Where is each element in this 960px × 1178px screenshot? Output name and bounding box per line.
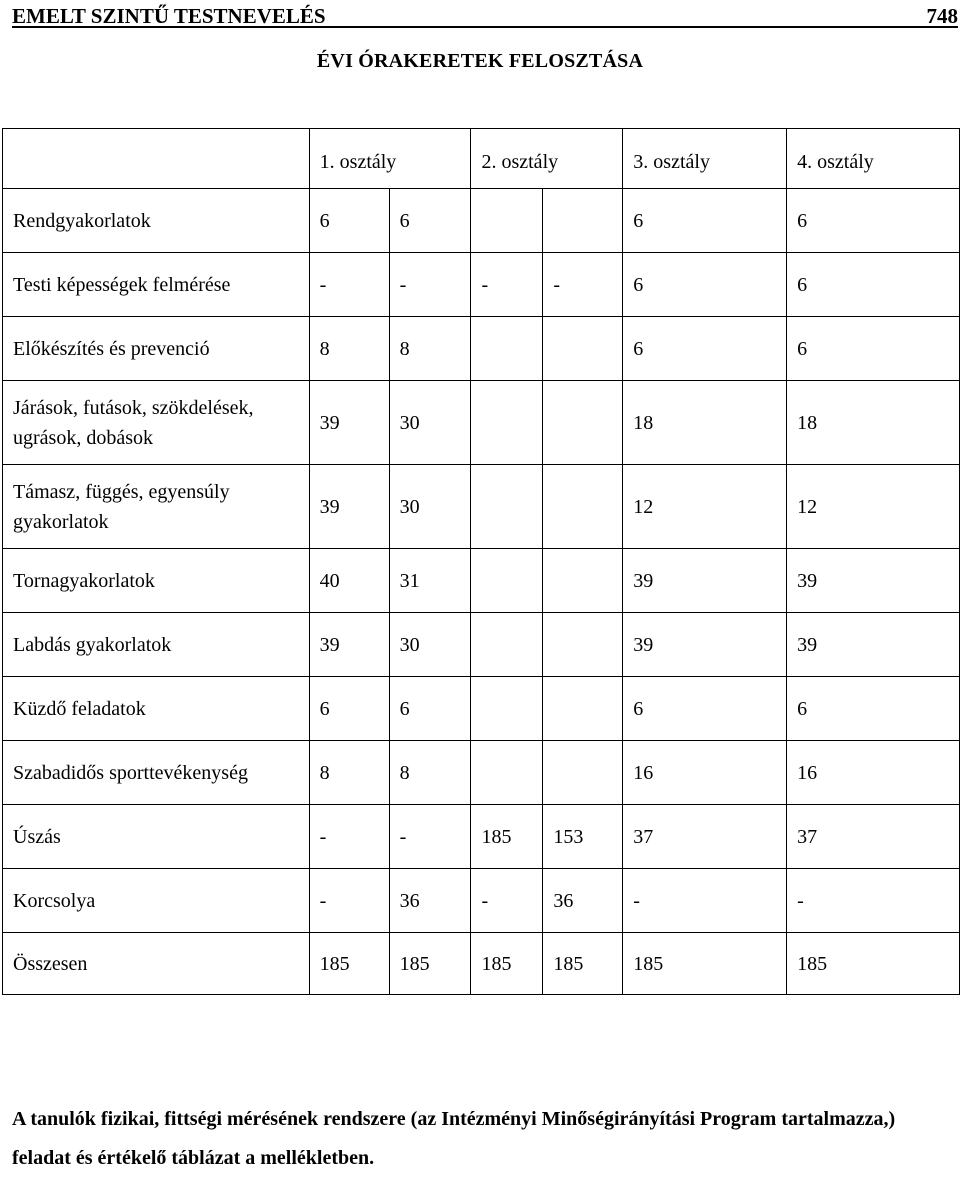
header-cell-class-1: 1. osztály (309, 129, 471, 189)
table-cell-c4 (543, 613, 623, 677)
table-cell-c2: - (389, 805, 471, 869)
table-cell-c2: - (389, 253, 471, 317)
table-cell-c4: 185 (543, 933, 623, 995)
table-cell-c6: 6 (787, 317, 960, 381)
header-cell-class-4: 4. osztály (787, 129, 960, 189)
table-header-row (3, 129, 960, 189)
table-row (3, 465, 960, 549)
row-label: Rendgyakorlatok (3, 189, 310, 253)
table-cell-c1: 40 (309, 549, 389, 613)
table-cell-c5: 39 (623, 613, 787, 677)
table-cell-c3: - (471, 869, 543, 933)
document-title: ÉVI ÓRAKERETEK FELOSZTÁSA (316, 50, 644, 72)
table-cell-c1: 39 (309, 381, 389, 465)
table-cell-c3: 185 (471, 933, 543, 995)
page-header (12, 2, 958, 28)
table-cell-c6: 6 (787, 253, 960, 317)
table-cell-c4 (543, 677, 623, 741)
table-cell-c4 (543, 189, 623, 253)
table-row (3, 549, 960, 613)
table-row (3, 189, 960, 253)
row-label: Tornagyakorlatok (3, 549, 310, 613)
table-cell-c6: 39 (787, 613, 960, 677)
row-label: Összesen (3, 933, 310, 995)
table-cell-c4: 36 (543, 869, 623, 933)
table-cell-c2: 6 (389, 189, 471, 253)
table-cell-c5: 6 (623, 317, 787, 381)
table-cell-c1: 8 (309, 317, 389, 381)
table-row (3, 317, 960, 381)
header-title: EMELT SZINTŰ TESTNEVELÉS (12, 4, 326, 28)
table-cell-c4: 153 (543, 805, 623, 869)
table-cell-c1: - (309, 805, 389, 869)
row-label: Testi képességek felmérése (3, 253, 310, 317)
table-cell-c4 (543, 549, 623, 613)
table-cell-c5: 6 (623, 253, 787, 317)
table-cell-c6: 37 (787, 805, 960, 869)
table-cell-c5: 39 (623, 549, 787, 613)
table-cell-c1: 39 (309, 613, 389, 677)
table-cell-c3 (471, 741, 543, 805)
table-cell-c5: 12 (623, 465, 787, 549)
table-cell-c5: 6 (623, 189, 787, 253)
table-cell-c5: 16 (623, 741, 787, 805)
table-row (3, 253, 960, 317)
table-row (3, 677, 960, 741)
row-label: Előkészítés és prevenció (3, 317, 310, 381)
table-cell-c2: 8 (389, 741, 471, 805)
table-cell-c4: - (543, 253, 623, 317)
table-cell-c3 (471, 613, 543, 677)
table-row (3, 805, 960, 869)
table-cell-c2: 8 (389, 317, 471, 381)
table-cell-c6: 6 (787, 677, 960, 741)
table-cell-c2: 36 (389, 869, 471, 933)
table-cell-c3 (471, 549, 543, 613)
table-cell-c2: 31 (389, 549, 471, 613)
header-cell-empty (3, 129, 310, 189)
table-cell-c3 (471, 317, 543, 381)
table-cell-c3 (471, 381, 543, 465)
table-cell-c1: 185 (309, 933, 389, 995)
table-cell-c6: 6 (787, 189, 960, 253)
table-row (3, 869, 960, 933)
table-cell-c3 (471, 465, 543, 549)
table-cell-c4 (543, 465, 623, 549)
table-cell-c2: 185 (389, 933, 471, 995)
table-cell-c1: 8 (309, 741, 389, 805)
hours-table (2, 128, 960, 995)
table-cell-c1: - (309, 253, 389, 317)
row-label: Támasz, függés, egyensúly gyakorlatok (3, 465, 310, 549)
table-cell-c6: 39 (787, 549, 960, 613)
table-cell-c6: 12 (787, 465, 960, 549)
table-row (3, 741, 960, 805)
row-label: Korcsolya (3, 869, 310, 933)
table-cell-c5: 6 (623, 677, 787, 741)
table-cell-c5: 185 (623, 933, 787, 995)
table-cell-c1: 6 (309, 189, 389, 253)
table-row (3, 381, 960, 465)
table-cell-c6: 16 (787, 741, 960, 805)
table-cell-c1: - (309, 869, 389, 933)
table-cell-c1: 6 (309, 677, 389, 741)
row-label: Küzdő feladatok (3, 677, 310, 741)
row-label: Labdás gyakorlatok (3, 613, 310, 677)
table-cell-c2: 30 (389, 465, 471, 549)
row-label: Járások, futások, szökdelések, ugrások, dobások (3, 381, 310, 465)
table-cell-c5: - (623, 869, 787, 933)
header-cell-class-3: 3. osztály (623, 129, 787, 189)
table-cell-c3 (471, 189, 543, 253)
table-cell-c1: 39 (309, 465, 389, 549)
table-cell-c3: - (471, 253, 543, 317)
page-number: 748 (926, 4, 958, 28)
table-row (3, 933, 960, 995)
table-cell-c2: 6 (389, 677, 471, 741)
header-cell-class-2: 2. osztály (471, 129, 623, 189)
table-cell-c3: 185 (471, 805, 543, 869)
row-label: Úszás (3, 805, 310, 869)
table-cell-c4 (543, 741, 623, 805)
table-cell-c4 (543, 317, 623, 381)
table-cell-c2: 30 (389, 613, 471, 677)
table-cell-c6: - (787, 869, 960, 933)
table-cell-c4 (543, 381, 623, 465)
table-cell-c5: 37 (623, 805, 787, 869)
table-cell-c6: 18 (787, 381, 960, 465)
table-row (3, 613, 960, 677)
table-cell-c2: 30 (389, 381, 471, 465)
table-cell-c5: 18 (623, 381, 787, 465)
table-cell-c6: 185 (787, 933, 960, 995)
row-label: Szabadidős sporttevékenység (3, 741, 310, 805)
footnote: A tanulók fizikai, fittségi mérésének rendszere (az Intézményi Minőségirányítási Program tartalmazza,) feladat és értékelő táblázat a mellékletben. (12, 1108, 896, 1169)
table-cell-c3 (471, 677, 543, 741)
